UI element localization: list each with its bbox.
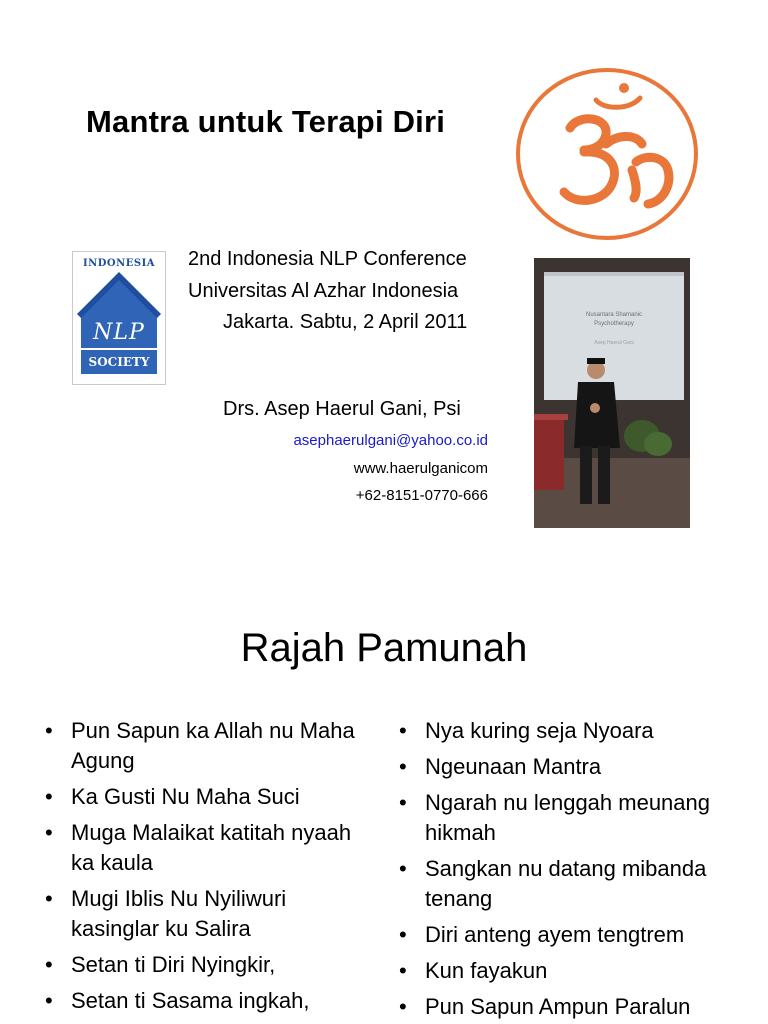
conference-venue: Universitas Al Azhar Indonesia xyxy=(188,280,459,302)
nlp-society-logo xyxy=(72,251,166,385)
speaker-photo xyxy=(534,258,690,528)
screen-subtitle: Asep Haerul Gani xyxy=(594,340,634,346)
logo-brand-text: INDONESIA xyxy=(82,258,156,269)
logo-nlp-text: NLP xyxy=(93,320,145,345)
conference-date: Jakarta. Sabtu, 2 April 2011 xyxy=(223,311,468,333)
list-item: • Ngeunaan Mantra xyxy=(399,752,729,782)
list-item: • Setan ti Diri Nyingkir, xyxy=(45,950,370,980)
slide-2 xyxy=(0,584,768,1024)
list-item: • Nya kuring seja Nyoara xyxy=(399,716,729,746)
logo-society-text: SOCIETY xyxy=(88,355,150,369)
conference-name: 2nd Indonesia NLP Conference xyxy=(188,248,467,270)
screen-title-line-1: Nusantara Shamanic xyxy=(585,312,643,318)
slide-title: Rajah Pamunah xyxy=(240,626,528,670)
bullet-list-right xyxy=(399,716,729,1024)
author-name: Drs. Asep Haerul Gani, Psi xyxy=(223,398,461,420)
bullet-list-left xyxy=(45,716,370,1022)
author-website: www.haerulganicom xyxy=(353,460,488,477)
list-item: • Sangkan nu datang mibanda tenang xyxy=(399,854,729,914)
author-phone: +62-8151-0770-666 xyxy=(355,487,488,504)
slide-title: Mantra untuk Terapi Diri xyxy=(86,104,446,139)
list-item: • Pun Sapun ka Allah nu Maha Agung xyxy=(45,716,370,776)
list-item: • Setan ti Sasama ingkah, xyxy=(45,986,370,1016)
screen-title-line-2: Psychotherapy xyxy=(594,321,634,327)
list-item: • Mugi Iblis Nu Nyiliwuri kasinglar ku Salira xyxy=(45,884,370,944)
om-symbol-icon xyxy=(512,66,702,242)
list-item: • Ka Gusti Nu Maha Suci xyxy=(45,782,370,812)
list-item: • Diri anteng ayem tengtrem xyxy=(399,920,729,950)
author-email-link[interactable]: asephaerulgani@yahoo.co.id xyxy=(293,432,488,449)
list-item: • Muga Malaikat katitah nyaah ka kaula xyxy=(45,818,370,878)
list-item: • Ngarah nu lenggah meunang hikmah xyxy=(399,788,729,848)
list-item: • Pun Sapun Ampun Paralun xyxy=(399,992,729,1022)
list-item: • Kun fayakun xyxy=(399,956,729,986)
